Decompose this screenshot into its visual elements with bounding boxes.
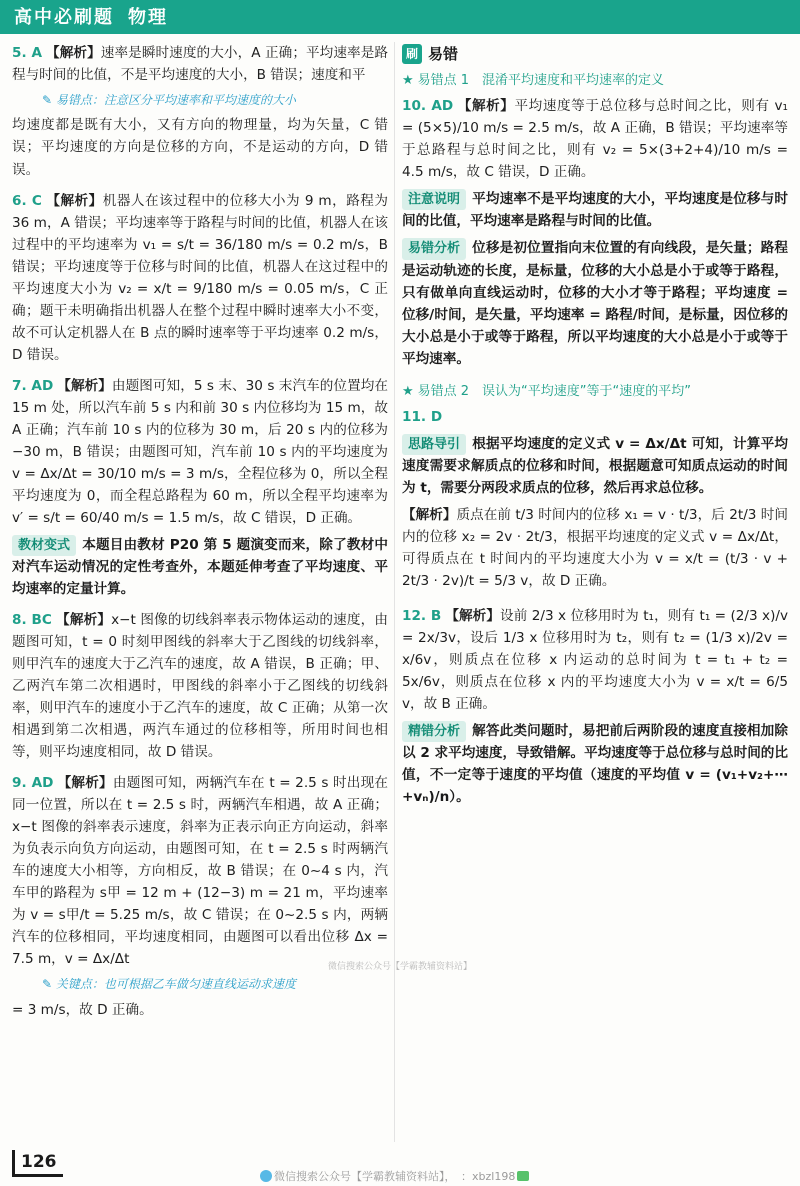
- answer-6: [12, 190, 388, 366]
- analysis-tag: 【解析】: [402, 506, 457, 523]
- answer-text: 由题图可知，两辆汽车在 t = 2.5 s 时出现在同一位置，所以在 t = 2.5 s 时，两辆汽车相遇，故 A 正确；x−t 图像的斜率表示速度，斜率为正表示向正方向运动，斜率为负表示向负方向运动，由题图可知，在 t = 2.5 s 时两辆汽车的速度大小相等，方向相反，故 B 错误；在 0~4 s 内，汽车甲的路程为 s甲 = 12 m + (12−3) m = 21 m，平均速率为 v = s甲/t = 5.25 m/s，故 C 错误；在 0~2.5 s 内，两辆汽车的位移相同，平均速度相同，由题图可以看出位移 Δx = 7.5 m，v = Δx/Δt: [12, 774, 388, 968]
- answer-text: 机器人在该过程中的位移大小为 9 m，路程为 36 m，A 错误；平均速率等于路程与时间的比值，机器人在该过程中的平均速率为 v₁ = s/t = 36/180 m/s = 0.2 m/s，B 错误；平均速度等于位移与时间的比值，机器人在这过程中的平均速度大小为 v₂ = x/t = 9/180 m/s = 0.05 m/s，C 正确；题干未明确指出机器人在整个过程中瞬时速率大小不变，故不可认定机器人在 B 点的瞬时速率等于平均速率 0.2 m/s，D 错误。: [12, 192, 388, 363]
- answer-text: 平均速度等于总位移与总时间之比，则有 v₁ = (5×5)/10 m/s = 2.5 m/s，故 A 正确，B 错误；平均速率等于总路程与总时间之比，则有 v₂ = 5×(3+2+4)/10 m/s = 4.5 m/s，故 C 错误，D 正确。: [402, 98, 788, 181]
- answer-text: 由题图可知，5 s 末、30 s 末汽车的位置均在 15 m 处，所以汽车前 5 s 内和前 30 s 内位移均为 15 m，故 A 正确；汽车前 10 s 内的位移为 30 m，后 20 s 内的位移为 −30 m，B 错误；由题图可知，汽车前 10 s 内的平均速度为 v = Δx/Δt = 30/10 m/s = 3 m/s，全程位移为 0，所以全程平均速度为 0，而全程总路程为 60 m，所以全程平均速率为 v′ = s/t = 60/40 m/s = 1.5 m/s，故 C 错误，D 正确。: [12, 377, 388, 526]
- footer-watermark: [258, 1168, 531, 1186]
- analysis-tag: 【解析】: [45, 192, 103, 209]
- right-column: [402, 42, 788, 813]
- watermark-text: 微信搜索公众号【学霸教辅资料站】， ：xbzl198: [274, 1170, 516, 1183]
- attention-text: 平均速率不是平均速度的大小，平均速度是位移与时间的比值，平均速率是路程与时间的比值。: [402, 191, 788, 230]
- question-number: 9. AD: [12, 774, 54, 791]
- answer-text: x−t 图像的切线斜率表示物体运动的速度，由题图可知，t = 0 时刻甲图线的斜率大于乙图线的切线斜率，则甲汽车的速度大于乙汽车的速度，故 A 错误，B 正确；甲、乙两汽车第二次相遇时，甲图线的斜率小于乙图线的切线斜率，则甲汽车的速度小于乙汽车的速度，故 C 正确；从第一次相遇到第二次相遇，两汽车通过的位移相等，所用时间也相等，则平均速度相同，故 D 错误。: [12, 611, 389, 760]
- analysis-tag: 【解析】: [457, 98, 515, 115]
- answer-5-cont: 均速度都是既有大小，又有方向的物理量，均为矢量，C 错误；平均速度的方向是位移的方向，不是运动的方向，D 错误。: [12, 117, 388, 178]
- thinking-guide: [402, 433, 788, 499]
- chat-icon: [517, 1171, 529, 1181]
- variant-text: 本题目由教材 P20 第 5 题演变而来，除了教材中对汽车运动情况的定性考查外，本题延伸考查了平均速度、平均速率的定量计算。: [12, 536, 388, 597]
- brush-icon: 刷: [402, 44, 422, 64]
- attention-note: [402, 188, 788, 232]
- precise-error-analysis: [402, 720, 788, 808]
- error-point-text: 易错点 1 混淆平均速度和平均速率的定义: [417, 73, 665, 89]
- answer-9: [12, 772, 388, 970]
- analysis-tag: 【解析】: [57, 774, 113, 791]
- page-header: [0, 0, 800, 34]
- question-number: 6. C: [12, 192, 42, 209]
- answer-11-analysis: [402, 504, 788, 592]
- star-icon: ★: [402, 73, 414, 89]
- note-text: 关键点：也可根据乙车做匀速直线运动求速度: [55, 977, 296, 992]
- star-icon: ★: [402, 383, 414, 399]
- left-column: [12, 42, 388, 1026]
- question-number: 8. BC: [12, 611, 52, 628]
- book-title: [14, 3, 168, 32]
- question-number: 7. AD: [12, 377, 54, 394]
- answer-12: [402, 605, 788, 715]
- note-icon: ✎: [42, 977, 56, 992]
- question-number: 12. B: [402, 607, 442, 624]
- answer-11: [402, 406, 788, 428]
- section-title: 易错: [428, 45, 459, 63]
- precise-label: 精错分析: [402, 721, 466, 742]
- subject-name: 物理: [128, 7, 168, 28]
- answer-10: [402, 95, 788, 183]
- error-analysis-text: 位移是初位置指向末位置的有向线段，是矢量；路程是运动轨迹的长度，是标量，位移的大小总是小于或等于路程，只有做单向直线运动时，位移的大小才等于路程；平均速度 = 位移/时间，是矢量，平均速率 = 路程/时间，是标量，因位移的大小总是小于或等于路程，所以平均速度的大小总是小于或等于平均速率。: [402, 240, 788, 367]
- analysis-tag: 【解析】: [55, 611, 112, 628]
- series-name: 高中必刷题: [14, 7, 114, 28]
- guide-label: 思路导引: [402, 434, 466, 455]
- answer-5: [12, 42, 388, 86]
- guide-text: 根据平均速度的定义式 v = Δx/Δt 可知，计算平均速度需要求解质点的位移和时间，根据题意可知质点运动的时间为 t，需要分两段求质点的位移，然后再求总位移。: [402, 435, 788, 496]
- error-analysis: [402, 237, 788, 369]
- note-icon: ✎: [42, 93, 56, 108]
- watermark-middle: 微信搜索公众号【学霸教辅资料站】: [328, 962, 473, 972]
- answer-9-cont: = 3 m/s，故 D 正确。: [12, 1001, 153, 1018]
- error-point-text: 易错点 2 误认为“平均速度”等于“速度的平均”: [417, 383, 691, 399]
- analysis-tag: 【解析】: [45, 45, 101, 61]
- textbook-variant: [12, 534, 388, 600]
- answer-7: [12, 375, 388, 529]
- question-number: 11. D: [402, 408, 443, 425]
- error-analysis-label: 易错分析: [402, 238, 466, 259]
- answer-8: [12, 609, 388, 763]
- page-number: 126: [12, 1150, 63, 1177]
- attention-label: 注意说明: [402, 189, 466, 210]
- question-number: 5. A: [12, 45, 42, 61]
- answer-text: 设前 2/3 x 位移用时为 t₁，则有 t₁ = (2/3 x)/v = 2x/3v，设后 1/3 x 位移用时为 t₂，则有 t₂ = (1/3 x)/2v = x/6v，则质点在位移 x 内运动的总时间为 t = t₁ + t₂ = 5x/6v，则质点在位移 x 内的平均速度大小为 v = x/t = 6/5 v，故 B 正确。: [402, 607, 789, 712]
- error-point-1: [402, 70, 788, 91]
- note-text: 易错点：注意区分平均速率和平均速度的大小: [55, 93, 296, 108]
- key-point-note: [42, 975, 388, 994]
- wechat-logo-icon: [260, 1170, 272, 1182]
- error-point-2: [402, 381, 788, 402]
- question-number: 10. AD: [402, 98, 454, 115]
- analysis-tag: 【解析】: [57, 377, 112, 394]
- precise-text: 解答此类问题时，易把前后两阶段的速度直接相加除以 2 求平均速度，导致错解。平均速度等于总位移与总时间的比值，不一定等于速度的平均值（速度的平均值 v = (v₁+v₂+⋯+vₙ)/n）。: [402, 722, 788, 805]
- margin-note: [42, 91, 388, 110]
- section-header: [402, 42, 788, 66]
- variant-label: 教材变式: [12, 535, 76, 556]
- answer-text: 质点在前 t/3 时间内的位移 x₁ = v · t/3，后 2t/3 时间内的位移 x₂ = 2v · 2t/3，根据平均速度的定义式 v = Δx/Δt，可得质点在 t 时间内的平均速度大小为 v = x/t = (t/3 · v + 2t/3 · 2v)/t = 5/3 v，故 D 正确。: [402, 506, 788, 589]
- answer-text: 速率是瞬时速度的大小，A 正确；平均速率是路程与时间的比值，不是平均速度的大小，B 错误；速度和平: [12, 45, 388, 84]
- column-divider: [394, 42, 395, 1142]
- analysis-tag: 【解析】: [445, 607, 501, 624]
